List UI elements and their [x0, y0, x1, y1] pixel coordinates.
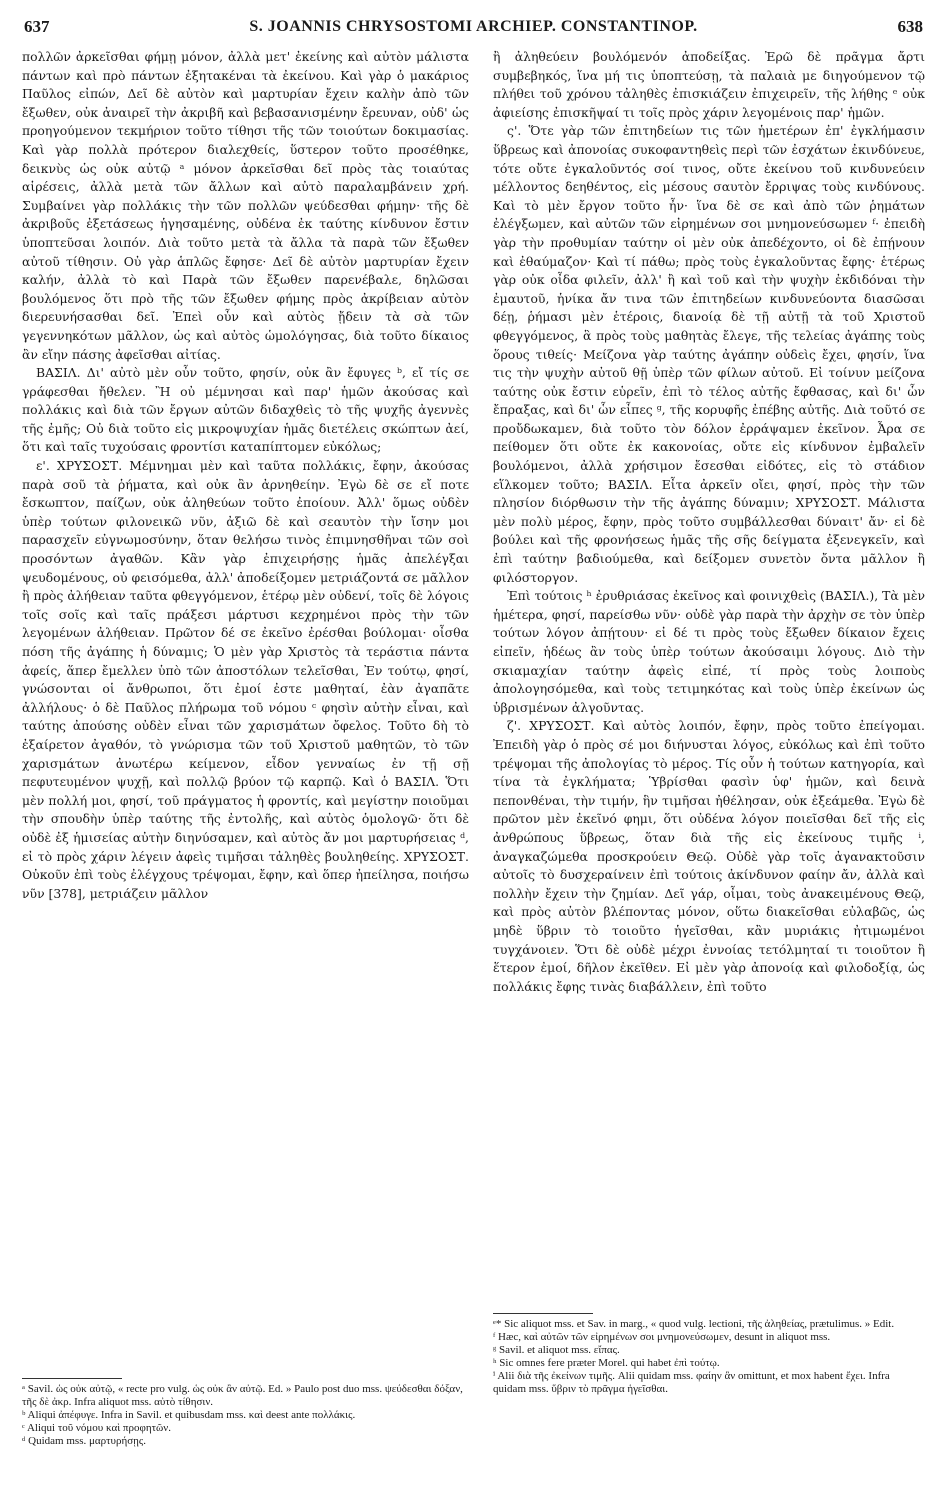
- footnotes-left: [22, 1378, 469, 1448]
- footnote: ⁱ Alii διὰ τῆς ἐκείνων τιμῆς. Alii quidam mss. φαίην ἂν omittunt, et mox habent ἔχει. Infra quidam mss. ὕβριν τὸ πρᾶγμα ἡγεῖσθαι.: [493, 1370, 890, 1395]
- paragraph: ἢ ἀληθεύειν βουλόμενόν ἀποδείξας. Ἐρῶ δὲ πρᾶγμα ἄρτι συμβεβηκός, ἵνα μή τις ὑποπτεύσῃ, τὰ παλαιὰ με διηγούμενον τῷ πλήθει τοῦ χρόνου τἀληθὲς ἐπισκιάζειν ἐπιχειρεῖν, τῆς λήθης ᵉ οὐκ ἀφιείσης ἐπισκῆψαί τι τοῖς πρὸς χάριν λεγομένοις παρ' ἡμῶν.: [493, 49, 925, 120]
- footnote: ᶜ Aliqui τοῦ νόμου καὶ προφητῶν.: [22, 1422, 171, 1434]
- left-page-number: 637: [24, 17, 50, 36]
- right-column: [493, 48, 925, 996]
- paragraph: ε'. ΧΡΥΣΟΣΤ. Μέμνημαι μὲν καὶ ταῦτα πολλάκις, ἔφην, ἀκούσας παρὰ σοῦ τὰ ῥήματα, καὶ οὐκ ἂν ἀρνηθείην. Ἐγὼ δὲ σε εἴ ποτε ἔσκωπτον, παίζων, οὐκ ἀληθεύων τοῦτο ἐποίουν. Ἀλλ' ὅμως οὐδὲν ὑπὲρ τούτων φιλονεικῶ νῦν, ἀξιῶ δὲ καὶ σεαυτὸν τὴν ἴσην μοι παρασχεῖν εὐγνωμοσύνην, ὅταν θελήσω τινὸς ἐπιμνησθῆναι τῶν σοὶ προσόντων ἀγαθῶν. Κἂν γὰρ ἐπιχειρήσῃς ἡμᾶς ἀπελέγξαι ψευδομένους, οὐ φεισόμεθα, ἀλλ' ἀποδείξομεν μετριάζοντά σε μᾶλλον ἢ πρὸς ἀλήθειαν ταῦτα φθεγγόμενον, ἑτέρῳ μὲν οὐδενί, τοῖς δὲ λόγοις τοῖς σοῖς καὶ ταῖς πράξεσι μάρτυσι κεχρημένοι πρὸς τὴν τῶν λεγομένων ἀλήθειαν. Πρῶτον δέ σε ἐκεῖνο ἐρέσθαι βούλομαι· οἶσθα πόση τῆς ἀγάπης ἡ δύναμις; Ὁ μὲν γὰρ Χριστὸς τὰ τεράστια πάντα ἀφείς, ἅπερ ἔμελλεν ὑπὸ τῶν ἀποστόλων τελεῖσθαι, Ἐν τούτῳ, φησί, γνώσονται οἱ ἄνθρωποι, ὅτι ἐμοί ἐστε μαθηταί, ἐὰν ἀγαπᾶτε ἀλλήλους· ὁ δὲ Παῦλος πλήρωμα τοῦ νόμου ᶜ φησὶν αὐτὴν εἶναι, καὶ ταύτης ἀπούσης οὐδὲν εἶναι τῶν χαρισμάτων ὄφελος. Τοῦτο δὴ τὸ ἐξαίρετον ἀγαθόν, τὸ γνώρισμα τῶν τοῦ Χριστοῦ μαθητῶν, τὸ τῶν χαρισμάτων ἀνωτέρω κείμενον, εἶδον γενναίως ἐν τῇ σῇ πεφυτευμένον ψυχῇ, καὶ πολλῷ βρύον τῷ καρπῷ. Καὶ ὁ ΒΑΣΙΛ. Ὅτι μὲν πολλή μοι, φησί, τοῦ πράγματος ἡ φροντίς, καὶ μεγίστην ποιοῦμαι τὴν σπουδὴν ὑπὲρ ταύτης τῆς ἐντολῆς, καὶ αὐτὸς ὁμολογῶ· ὅτι δὲ οὐδὲ ἐξ ἡμισείας αὐτὴν διηνύσαμεν, καὶ αὐτὸς ἄν μοι μαρτυρήσειας ᵈ, εἰ τὸ πρὸς χάριν λέγειν ἀφεὶς τιμῆσαι τἀληθὲς βουληθείης. ΧΡΥΣΟΣΤ. Οὐκοῦν ἐπὶ τοὺς ἐλέγχους τρέψομαι, ἔφην, καὶ ὅπερ ἠπείλησα, ποιήσω νῦν [378], μετριάζειν μᾶλλον: [22, 458, 469, 901]
- footnote: ᵉ* Sic aliquot mss. et Sav. in marg., « quod vulg. lectioni, τῆς ἀληθείας, prætulimus. » Edit.: [493, 1318, 895, 1330]
- footnote-rule: [493, 1313, 593, 1314]
- page-header: [24, 10, 923, 44]
- running-title: S. JOANNIS CHRYSOSTOMI ARCHIEP. CONSTANTINOP.: [249, 18, 698, 35]
- footnotes-right: [493, 1313, 925, 1396]
- footnote: ᵍ Savil. et aliquot mss. εἴπας.: [493, 1344, 620, 1356]
- footnote: ᵈ Quidam mss. μαρτυρήσῃς.: [22, 1435, 147, 1447]
- paragraph: ς'. Ὅτε γὰρ τῶν ἐπιτηδείων τις τῶν ἡμετέρων ἐπ' ἐγκλήμασιν ὕβρεως καὶ ἀπονοίας συκοφαντηθεὶς περὶ τῶν ἐσχάτων ἐκινδύνευε, τότε οὔτε ἐγκαλοῦντός σοί τινος, οὔτε ἐκείνου τοῦ κινδυνεύειν μέλλοντος δεηθέντος, εἰς μέσους σαυτὸν ἔρριψας τοὺς κινδύνους. Καὶ τὸ μὲν ἔργον τοῦτο ἦν· ἵνα δὲ σε καὶ ἀπὸ τῶν ῥημάτων ἐλέγξωμεν, καὶ αὐτῶν τῶν εἰρημένων σοι μνημονεύσωμεν ᶠ· ἐπειδὴ γὰρ τὴν προθυμίαν ταύτην οἱ μὲν οὐκ ἀπεδέχοντο, οἱ δὲ ἐπῄνουν καὶ ἐθαύμαζον· Καὶ τί πάθω; πρὸς τοὺς ἐγκαλοῦντας ἔφης· ἑτέρως γὰρ οὐκ οἶδα φιλεῖν, ἀλλ' ἢ καὶ τοῦ καὶ τὴν ψυχὴν ἐκδιδόναι τὴν ἐμαυτοῦ, ἡνίκα ἄν τινα τῶν ἐπιτηδείων κινδυνεύοντα διασῶσαι δέῃ, ῥήμασι μὲν ἑτέροις, διανοίᾳ δὲ τῇ αὐτῇ τὰ τοῦ Χριστοῦ φθεγγόμενος, ἃ πρὸς τοὺς μαθητὰς ἔλεγε, τῆς τελείας ἀγάπης τοὺς ὅρους τιθείς· Μείζονα γὰρ ταύτης ἀγάπην οὐδεὶς ἔχει, φησίν, ἵνα τις τὴν ψυχὴν αὐτοῦ θῇ ὑπὲρ τῶν φίλων αὐτοῦ. Εἰ τοίνυν μείζονα ταύτης οὐκ ἔστιν εὑρεῖν, ἐπὶ τὸ τέλος αὐτῆς ἔφθασας, καὶ δι' ὧν ἔπραξας, καὶ δι' ὧν εἶπες ᵍ, τῆς κορυφῆς ἐπέβης αὐτῆς. Διὰ τοῦτό σε προὔδωκαμεν, διὰ τοῦτο τὸν δόλον ἐρράψαμεν ἐκεῖνον. Ἆρα σε πείθομεν ὅτι οὔτε ἐκ κακονοίας, οὔτε εἰς κίνδυνον ἐμβαλεῖν βουλόμενοι, ἀλλὰ χρήσιμον ἔσεσθαι εἰδότες, εἰς τὸ στάδιον εἵλκομεν τοῦτο; ΒΑΣΙΛ. Εἶτα ἀρκεῖν οἴει, φησί, πρὸς τὴν τῶν πλησίον διόρθωσιν τὴν τῆς ἀγάπης δύναμιν; ΧΡΥΣΟΣΤ. Μάλιστα μὲν πολὺ μέρος, ἔφην, πρὸς τοῦτο συμβάλλεσθαι δύναιτ' ἄν· εἰ δὲ βούλει καὶ τῆς φρονήσεως ἡμᾶς τῆς σῆς δείγματα ἐξενεγκεῖν, καὶ ἐπὶ ταύτην βαδιούμεθα, καὶ δείξομεν συνετὸν ὄντα μᾶλλον ἢ φιλόστοργον.: [493, 123, 925, 585]
- footnote: ᶠ Hæc, καὶ αὐτῶν τῶν εἰρημένων σοι μνημονεύσωμεν, desunt in aliquot mss.: [493, 1331, 831, 1343]
- footnote-rule: [22, 1378, 122, 1379]
- footnote: ʰ Sic omnes fere præter Morel. qui habet ἐπὶ τούτῳ.: [493, 1357, 720, 1369]
- paragraph: ζ'. ΧΡΥΣΟΣΤ. Καὶ αὐτὸς λοιπόν, ἔφην, πρὸς τοῦτο ἐπείγομαι. Ἐπειδὴ γὰρ ὁ πρὸς σέ μοι διήνυσται λόγος, εὐκόλως καὶ ἐπὶ τοῦτο τρέψομαι τῆς ἀπολογίας τὸ μέρος. Τίς οὖν ἡ τούτων κατηγορία, καὶ τίνα τὰ ἐγκλήματα; Ὑβρίσθαι φασὶν ὑφ' ἡμῶν, καὶ δεινὰ πεπονθέναι, τὴν τιμήν, ἣν τιμῆσαι ἠθέλησαν, οὐκ ἐξεάμεθα. Ἐγὼ δὲ πρῶτον μὲν ἐκεῖνό φημι, ὅτι οὐδένα λόγον ποιεῖσθαι δεῖ τῆς εἰς ἀνθρώπους ὕβρεως, ὅταν διὰ τῆς εἰς ἐκείνους τιμῆς ⁱ, ἀναγκαζώμεθα προσκρούειν Θεῷ. Οὐδὲ γὰρ τοῖς ἀγανακτοῦσιν αὐτοῖς τὸ δυσχεραίνειν ἐπὶ τούτοις ἀκίνδυνον φαίην ἄν, ἀλλὰ καὶ πολλὴν ἔχειν τὴν ζημίαν. Δεῖ γάρ, οἶμαι, τοὺς ἀνακειμένους Θεῷ, καὶ πρὸς αὐτὸν βλέποντας μόνον, οὕτω διακεῖσθαι εὐλαβῶς, ὡς μηδὲ ὕβριν τὸ τοιοῦτο ἡγεῖσθαι, κἂν μυριάκις ἠτιμωμένοι τυγχάνοιεν. Ὅτι δὲ οὐδὲ μέχρι ἐννοίας τετόλμηταί τι τοιοῦτον ἢ ἕτερον ἐμοί, δῆλον ἐκεῖθεν. Εἰ μὲν γὰρ ἀπονοίᾳ καὶ φιλοδοξίᾳ, ὡς πολλάκις ἔφης τινὰς διαβάλλειν, ἐπὶ τοῦτο: [493, 718, 925, 994]
- paragraph: ΒΑΣΙΛ. Δι' αὐτὸ μὲν οὖν τοῦτο, φησίν, οὐκ ἂν ἔφυγες ᵇ, εἴ τίς σε γράφεσθαι ἤθελεν. Ἢ οὐ μέμνησαι καὶ παρ' ἡμῶν ἀκούσας καὶ πολλάκις καὶ διὰ τῶν ἔργων αὐτῶν διδαχθεὶς τὸ τῆς ψυχῆς ἀγεννὲς τῆς ἐμῆς; Οὐ διὰ τοῦτο εἰς μικροψυχίαν ἡμᾶς διετέλεις σκώπτων ἀεί, ὅτι καὶ ταῖς τυχούσαις φροντίσι καταπίπτομεν εὐκόλως;: [22, 365, 469, 455]
- footnote: ᵃ Savil. ὡς οὐκ αὐτῷ, « recte pro vulg. ὡς οὐκ ἂν αὐτῷ. Ed. » Paulo post duo mss. ψεύδεσθαι δόξαν, τῆς δὲ ἀκρ. Infra aliquot mss. αὐτὸ τίθησιν.: [22, 1383, 463, 1408]
- paragraph: πολλῶν ἀρκεῖσθαι φήμῃ μόνον, ἀλλὰ μετ' ἐκείνης καὶ αὐτὸν μάλιστα πάντων καὶ πρὸ πάντων ἐξητακέναι τὰ ἐκείνου. Καὶ γὰρ ὁ μακάριος Παῦλος εἰπών, Δεῖ δὲ αὐτὸν καὶ μαρτυρίαν ἔχειν καλὴν ἀπὸ τῶν ἔξωθεν, οὐκ ἀναιρεῖ τὴν ἀκριβῆ καὶ βεβασανισμένην ἔρευναν, οὐδ' ὡς προηγούμενον τεκμήριον τοῦτο τίθησι τῆς τῶν τοιούτων δοκιμασίας. Καὶ γὰρ πολλὰ πρότερον διαλεχθείς, ὕστερον τοῦτο προσέθηκε, δεικνὺς ὡς οὐκ αὐτῷ ᵃ μόνον ἀρκεῖσθαι δεῖ πρὸς τὰς τοιαύτας αἱρέσεις, ἀλλὰ μετὰ τῶν ἄλλων καὶ αὐτὸ παραλαμβάνειν χρή. Συμβαίνει γὰρ πολλάκις τὴν τῶν πολλῶν ψεύδεσθαι φήμην· τῆς δὲ ἀκριβοῦς ἐξετάσεως ἡγησαμένης, οὐδένα ἐκ ταύτης κίνδυνον ἔστιν ὑποπτεῦσαι λοιπόν. Διὰ τοῦτο μετὰ τὰ ἄλλα τὰ παρὰ τῶν ἔξωθεν αὐτοῦ τίθησιν. Οὐ γὰρ ἁπλῶς ἔφησε· Δεῖ δὲ αὐτὸν μαρτυρίαν ἔχειν καλήν, ἀλλὰ τὸ καὶ Παρὰ τῶν ἔξωθεν παρενέβαλε, δηλῶσαι βουλόμενος ὅτι πρὸ τῆς τῶν ἔξωθεν φήμης πρὸς ἀκρίβειαν αὐτὸν διερευνήσασθαι δεῖ. Ἐπεὶ οὖν καὶ αὐτὸς ᾔδειν τὰ σὰ τῶν γεγεννηκότων μᾶλλον, ὡς καὶ αὐτὸς ὡμολόγησας, διὰ τοῦτο δίκαιος ἂν εἴην πάσης ἀφεῖσθαι αἰτίας.: [22, 49, 469, 362]
- paragraph: Ἐπὶ τούτοις ʰ ἐρυθριάσας ἐκεῖνος καὶ φοινιχθεὶς (ΒΑΣΙΛ.), Τὰ μὲν ἡμέτερα, φησί, παρείσθω νῦν· οὐδὲ γὰρ παρὰ τὴν ἀρχὴν σε τὸν ὑπὲρ τούτων λόγον ἀπῄτουν· εἰ δέ τι πρὸς τοὺς ἔξωθεν δίκαιον ἔχεις εἰπεῖν, ἡδέως ἂν τοὺς ὑπὲρ τούτων ἀκούσαιμι λόγους. Διὸ τὴν σκιαμαχίαν ταύτην ἀφεὶς εἰπέ, τί πρὸς τοὺς λοιποὺς ἀπολογησόμεθα, καὶ τοὺς τετιμηκότας καὶ τοὺς ὑπὲρ ἐκείνων ὡς ὑβρισμένων ἀλγοῦντας.: [493, 588, 925, 715]
- left-column: [22, 48, 469, 903]
- right-page-number: 638: [897, 17, 923, 36]
- footnote: ᵇ Aliqui ἀπέφυγε. Infra in Savil. et quibusdam mss. καὶ deest ante πολλάκις.: [22, 1409, 356, 1421]
